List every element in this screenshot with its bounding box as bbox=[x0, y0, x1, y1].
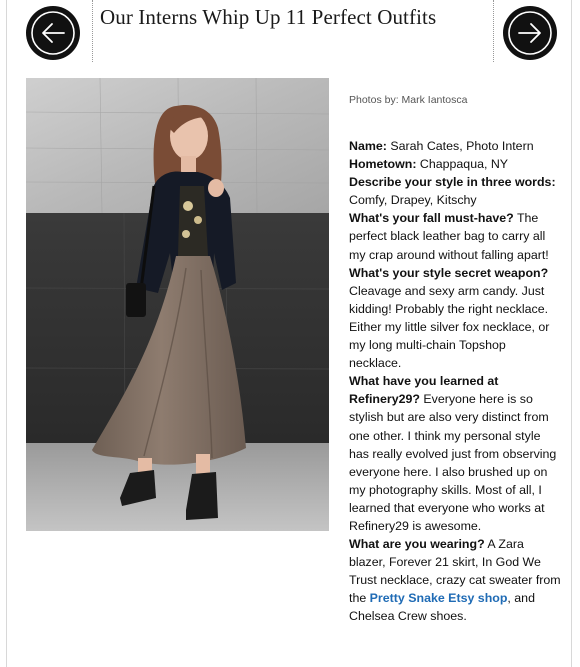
fall-must-have-question: What's your fall must-have? bbox=[349, 211, 514, 226]
learned-answer: Everyone here is so stylish but are also very distinct from one other. I think my personal style has really evolved just from observing everyone here. I also brushed up on my photography skills. Most of all, I learned that everyone who works at Refinery29 is awesome. bbox=[349, 392, 557, 533]
style-answer: Comfy, Drapey, Kitschy bbox=[349, 193, 477, 208]
arrow-right-icon bbox=[503, 6, 557, 60]
previous-slide-button[interactable] bbox=[26, 6, 80, 60]
style-question: Describe your style in three words: bbox=[349, 175, 556, 190]
page-left-border bbox=[6, 0, 7, 667]
wearing-answer-part2: , and Chelsea Crew shoes. bbox=[349, 591, 535, 624]
wearing-answer-part1: A Zara blazer, Forever 21 skirt, In God We Trust necklace, crazy cat sweater from the bbox=[349, 537, 561, 606]
learned-question: What have you learned at Refinery29? bbox=[349, 374, 499, 407]
page-right-border bbox=[571, 0, 572, 667]
next-slide-button[interactable] bbox=[503, 6, 557, 60]
hometown-label: Hometown: bbox=[349, 157, 417, 172]
intern-profile bbox=[349, 137, 561, 626]
arrow-left-icon bbox=[26, 6, 80, 60]
wearing-question: What are you wearing? bbox=[349, 537, 485, 552]
name-value: Sarah Cates, Photo Intern bbox=[386, 139, 534, 153]
title-divider-left bbox=[92, 0, 93, 62]
etsy-shop-link[interactable]: Pretty Snake Etsy shop bbox=[369, 591, 508, 606]
secret-weapon-answer: Cleavage and sexy arm candy. Just kidding! Probably the right necklace. Either my little silver fox necklace, or my long multi-chain Topshop necklace. bbox=[349, 283, 550, 371]
outfit-photo bbox=[26, 78, 329, 531]
secret-weapon-question: What's your style secret weapon? bbox=[349, 265, 549, 280]
article-title: Our Interns Whip Up 11 Perfect Outfits bbox=[100, 5, 437, 29]
fall-must-have-answer: The perfect black leather bag to carry all my crap around without falling apart! bbox=[349, 211, 549, 262]
name-label: Name: bbox=[349, 139, 387, 153]
hometown-value: Chappaqua, NY bbox=[416, 157, 509, 172]
photo-credit: Photos by: Mark Iantosca bbox=[349, 94, 468, 106]
title-divider-right bbox=[493, 0, 494, 62]
